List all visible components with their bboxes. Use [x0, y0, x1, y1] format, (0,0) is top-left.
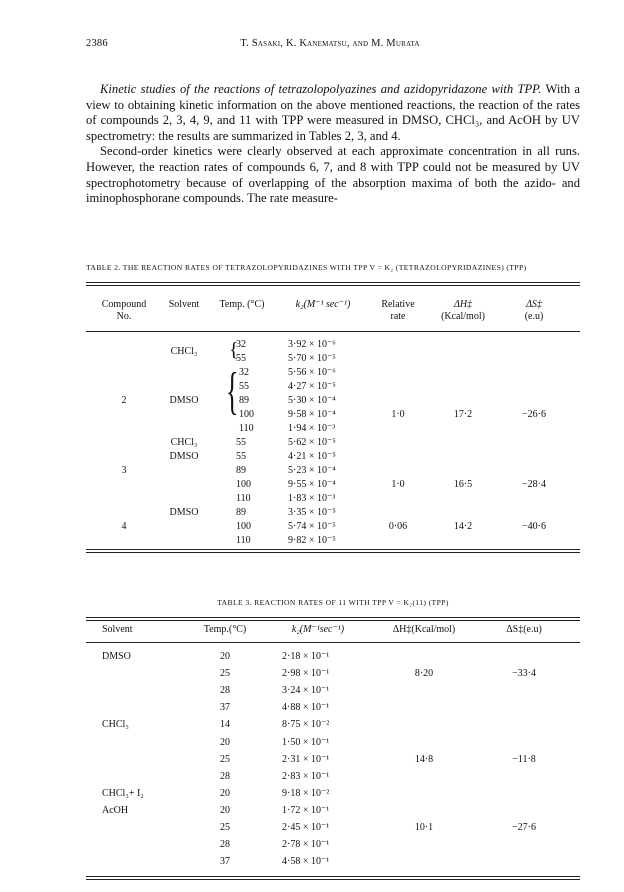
t3-cell-solvent: CHCl₃ — [102, 719, 129, 731]
t3-cell-k2: 9·18 × 10⁻² — [282, 787, 330, 799]
t3-cell-k2: 2·83 × 10⁻¹ — [282, 770, 330, 782]
table3-top-rule-2 — [86, 620, 580, 621]
t2-header-relative-rate: rate — [390, 311, 406, 322]
t3-cell-temp: 25 — [220, 822, 230, 833]
t3-cell-k2: 4·58 × 10⁻¹ — [282, 856, 330, 868]
t2-cell-compound: 2 — [121, 395, 127, 406]
t2-cell-ds: −28·4 — [522, 479, 546, 490]
t3-cell-k2: 2·45 × 10⁻¹ — [282, 822, 330, 833]
t3-cell-temp: 37 — [220, 856, 230, 868]
table2-bottom-rule-2 — [86, 552, 580, 553]
table3-bottom-rule — [86, 876, 580, 877]
table2-header-rule — [86, 331, 580, 332]
t2-cell-temp: 89 — [239, 395, 249, 406]
t3-cell-ds: −11·8 — [512, 753, 536, 765]
t2-cell-k2: 4·21 × 10⁻⁵ — [288, 451, 336, 462]
t3-cell-dh: 14·8 — [414, 753, 434, 765]
t3-cell-k2: 3·24 × 10⁻¹ — [282, 685, 330, 697]
table3-bottom-rule-2 — [86, 879, 580, 880]
t2-header-dh: ΔH‡ — [453, 299, 473, 310]
t3-cell-solvent: CHCl₃+ I₂ — [102, 787, 144, 799]
t2-cell-temp: 55 — [236, 451, 246, 462]
t3-cell-temp: 20 — [220, 736, 230, 748]
t2-cell-k2: 1·94 × 10⁻³ — [288, 423, 336, 434]
t2-brace-1: { — [229, 339, 239, 361]
t2-cell-temp: 32 — [236, 339, 246, 350]
t2-cell-k2: 5·70 × 10⁻⁵ — [288, 353, 336, 364]
running-authors: T. Sasaki, K. Kanematsu, and M. Murata — [240, 38, 420, 49]
paragraph-1-rest: With a view to obtaining kinetic information on the above mentioned reactions, the reaction of the rates of compounds 2, 3, 4, 9, and 11 with TPP were measured in DMSO, CHCl₃, and AcOH by UV spectrometry: the results are summarized in Tables 2, 3, and 4. — [86, 82, 580, 143]
t2-cell-solvent: CHCl₃ — [170, 346, 198, 357]
t2-cell-relative: 1·0 — [391, 409, 405, 420]
t3-header-ds: ΔS‡(e.u) — [506, 624, 542, 635]
t2-header-k2: k₂(M⁻¹ sec⁻¹) — [295, 299, 351, 310]
t2-header-dh-units: (Kcal/mol) — [441, 311, 485, 322]
t2-cell-temp: 89 — [236, 465, 246, 476]
t2-cell-k2: 5·30 × 10⁻⁴ — [288, 395, 336, 406]
paragraph-1 — [86, 82, 580, 144]
t2-cell-temp: 55 — [236, 437, 246, 448]
t3-cell-k2: 2·78 × 10⁻¹ — [282, 839, 330, 851]
t2-cell-dh: 17·2 — [453, 409, 473, 420]
t2-header-ds: ΔS‡ — [526, 299, 542, 310]
t2-cell-k2: 9·82 × 10⁻⁵ — [288, 535, 336, 546]
page-number: 2386 — [86, 38, 108, 49]
t2-cell-solvent: DMSO — [169, 507, 199, 518]
paragraph-1-lead: Kinetic studies of the reactions of tetrazolopolyazines and azidopyridazone with TPP. — [100, 82, 542, 96]
t3-cell-ds: −27·6 — [512, 822, 536, 833]
t2-cell-k2: 5·74 × 10⁻⁵ — [288, 521, 336, 532]
t2-cell-temp: 55 — [239, 381, 249, 392]
t2-cell-solvent: DMSO — [169, 395, 199, 406]
t2-cell-relative: 0·06 — [388, 521, 408, 532]
t3-cell-temp: 28 — [220, 839, 230, 851]
table2-top-rule — [86, 282, 580, 283]
t3-cell-temp: 25 — [220, 668, 230, 680]
t3-cell-dh: 10·1 — [414, 822, 434, 833]
t2-cell-temp: 110 — [236, 535, 251, 546]
table2-caption: TABLE 2. THE REACTION RATES OF TETRAZOLOPYRIDAZINES WITH TPP V = K₂ (TETRAZOLOPYRIDAZINES) (TPP) — [86, 263, 527, 272]
table3-top-rule — [86, 617, 580, 618]
t2-cell-dh: 16·5 — [453, 479, 473, 490]
t2-cell-k2: 5·62 × 10⁻⁵ — [288, 437, 336, 448]
t2-cell-ds: −26·6 — [522, 409, 546, 420]
t3-cell-temp: 37 — [220, 702, 230, 714]
t2-cell-temp: 110 — [236, 493, 251, 504]
t3-cell-temp: 20 — [220, 651, 230, 662]
t3-cell-dh: 8·20 — [414, 668, 434, 680]
table3-caption: TABLE 3. REACTION RATES OF 11 WITH TPP V = K₂(11) (TPP) — [217, 598, 449, 607]
t2-cell-k2: 4·27 × 10⁻⁵ — [288, 381, 336, 392]
t2-header-solvent: Solvent — [168, 299, 200, 310]
t2-cell-temp: 100 — [239, 409, 254, 420]
t3-cell-k2: 1·72 × 10⁻¹ — [282, 804, 330, 816]
t2-cell-k2: 5·23 × 10⁻⁴ — [288, 465, 336, 476]
t3-header-k2: k₂(M⁻¹sec⁻¹) — [291, 624, 345, 635]
t3-cell-temp: 28 — [220, 770, 230, 782]
t2-cell-ds: −40·6 — [522, 521, 546, 532]
t2-cell-k2: 5·56 × 10⁻⁶ — [288, 367, 336, 378]
t3-header-solvent: Solvent — [102, 624, 133, 635]
t3-cell-temp: 28 — [220, 685, 230, 697]
running-header — [86, 38, 574, 54]
t3-cell-temp: 20 — [220, 787, 230, 799]
t2-cell-compound: 4 — [121, 521, 127, 532]
t2-cell-solvent: DMSO — [169, 451, 199, 462]
body-text — [86, 82, 580, 207]
t3-cell-k2: 2·18 × 10⁻¹ — [282, 651, 330, 662]
t3-cell-k2: 1·50 × 10⁻¹ — [282, 736, 330, 748]
t3-cell-k2: 4·88 × 10⁻¹ — [282, 702, 330, 714]
t3-cell-k2: 2·98 × 10⁻¹ — [282, 668, 330, 680]
paragraph-2: Second-order kinetics were clearly observed at each approximate concentration in all runs. However, the reaction rates of compounds 6, 7, and 8 with TPP could not be measured by UV spectrophotometry because of overlapping of the absorption maxima of both the azido- and iminophosphorane compounds. The rate measure- — [86, 144, 580, 206]
table3-header-rule — [86, 642, 580, 643]
t2-header-relative: Relative — [381, 299, 415, 310]
table2-bottom-rule — [86, 549, 580, 550]
t2-header-compound: Compound — [101, 299, 147, 310]
t2-cell-solvent: CHCl₃ — [170, 437, 198, 448]
t3-cell-temp: 14 — [220, 719, 230, 731]
table2-top-rule-2 — [86, 285, 580, 286]
t3-cell-temp: 20 — [220, 804, 230, 816]
t3-cell-solvent: DMSO — [102, 651, 131, 662]
t2-cell-k2: 3·92 × 10⁻⁶ — [288, 339, 336, 350]
t2-cell-compound: 3 — [121, 465, 127, 476]
t3-cell-solvent: AcOH — [102, 804, 129, 816]
t2-cell-temp: 110 — [239, 423, 254, 434]
t3-cell-temp: 25 — [220, 753, 230, 765]
t2-cell-k2: 3·35 × 10⁻⁵ — [288, 507, 336, 518]
t2-cell-k2: 1·83 × 10⁻³ — [288, 493, 336, 504]
t2-brace-2: { — [226, 363, 239, 420]
t2-cell-dh: 14·2 — [453, 521, 473, 532]
t2-cell-temp: 89 — [236, 507, 246, 518]
t3-cell-k2: 8·75 × 10⁻² — [282, 719, 330, 731]
t2-header-temp: Temp. (°C) — [219, 299, 265, 310]
t2-cell-k2: 9·55 × 10⁻⁴ — [288, 479, 336, 490]
t2-cell-k2: 9·58 × 10⁻⁴ — [288, 409, 336, 420]
t3-header-temp: Temp.(°C) — [203, 624, 247, 635]
t2-cell-temp: 100 — [236, 521, 251, 532]
t2-header-ds-units: (e.u) — [524, 311, 544, 322]
t2-cell-temp: 32 — [239, 367, 249, 378]
t2-cell-temp: 100 — [236, 479, 251, 490]
t2-cell-temp: 55 — [236, 353, 246, 364]
t3-cell-k2: 2·31 × 10⁻¹ — [282, 753, 330, 765]
t3-header-dh: ΔH‡(Kcal/mol) — [392, 624, 456, 635]
t2-cell-relative: 1·0 — [391, 479, 405, 490]
t2-header-compound-no: No. — [116, 311, 132, 322]
t3-cell-ds: −33·4 — [512, 668, 536, 680]
